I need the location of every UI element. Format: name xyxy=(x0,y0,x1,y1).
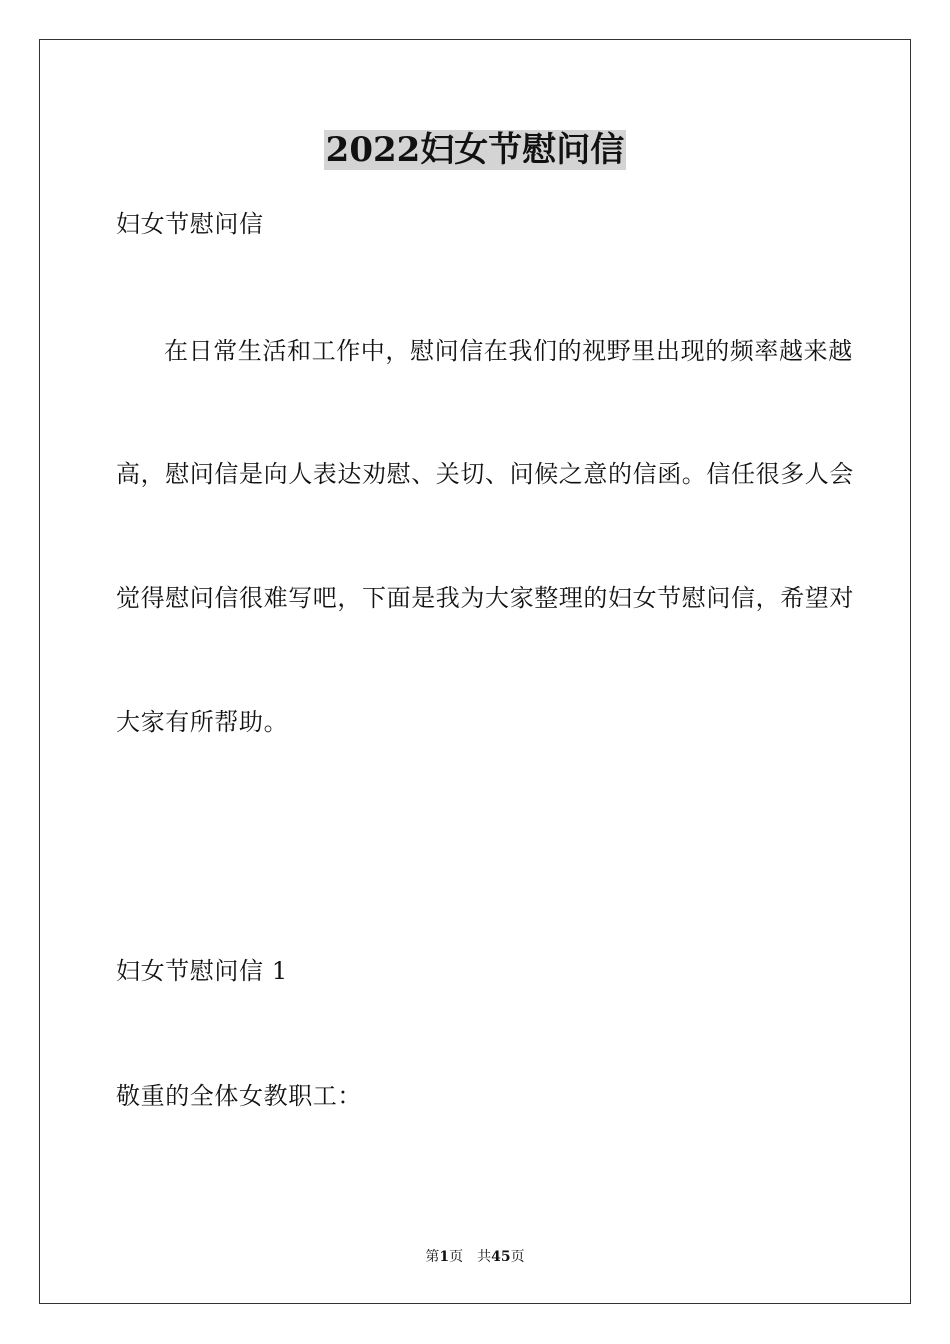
intro-line-3: 觉得慰问信很难写吧，下面是我为大家整理的妇女节慰问信，希望对 xyxy=(116,584,854,612)
document-title xyxy=(0,128,950,172)
footer-suffix: 页 xyxy=(510,1249,525,1265)
title-text: 2022妇女节慰问信 xyxy=(325,130,625,170)
footer-current-page: 1 xyxy=(439,1249,450,1265)
page-footer xyxy=(0,1248,950,1266)
intro-line-1: 在日常生活和工作中，慰问信在我们的视野里出现的频率越来越 xyxy=(164,337,853,365)
section-heading: 妇女节慰问信 1 xyxy=(116,957,288,985)
intro-line-4: 大家有所帮助。 xyxy=(116,708,289,736)
subtitle: 妇女节慰问信 xyxy=(116,210,264,238)
intro-line-2: 高，慰问信是向人表达劝慰、关切、问候之意的信函。信任很多人会 xyxy=(116,460,854,488)
footer-prefix: 第 xyxy=(425,1249,440,1265)
footer-mid: 页 共 xyxy=(449,1249,492,1265)
salutation: 敬重的全体女教职工： xyxy=(116,1082,362,1110)
footer-total-pages: 45 xyxy=(491,1249,511,1265)
